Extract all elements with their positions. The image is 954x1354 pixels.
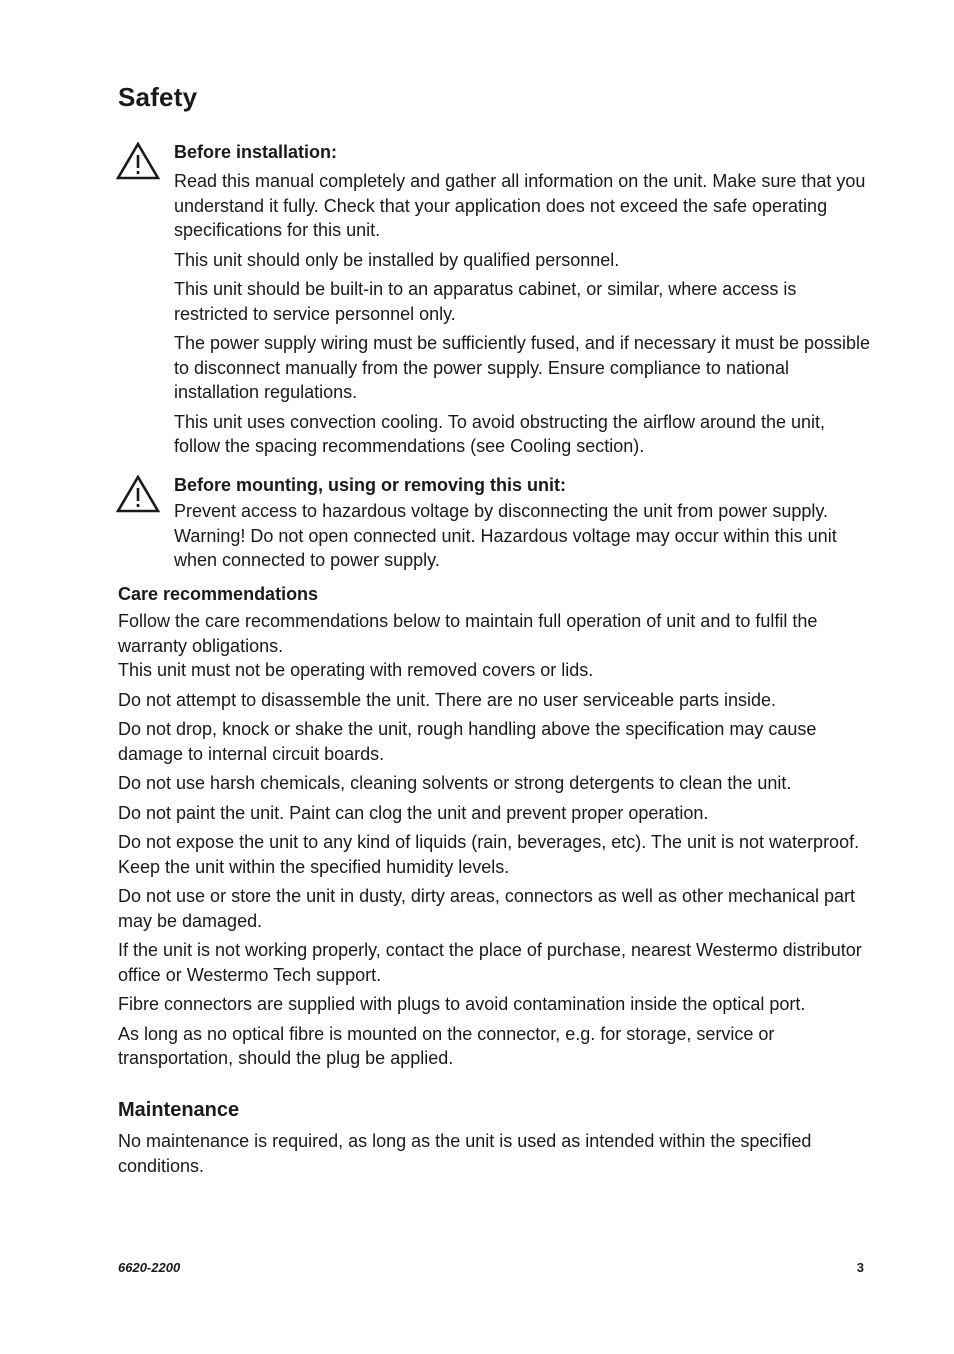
warning-title: Before mounting, using or removing this unit: — [174, 475, 566, 495]
page-number: 3 — [856, 1260, 864, 1275]
paragraph: Follow the care recommendations below to maintain full operation of unit and to fulfil the warranty obligations. — [118, 611, 818, 656]
paragraph: If the unit is not working properly, contact the place of purchase, nearest Westermo distributor office or Westermo Tech support. — [118, 940, 862, 985]
maintenance-section — [118, 1097, 870, 1178]
care-recommendations — [118, 582, 870, 1076]
warning-body — [174, 473, 870, 578]
paragraph: Do not drop, knock or shake the unit, rough handling above the specification may cause damage to internal circuit boards. — [118, 719, 817, 764]
paragraph: Do not paint the unit. Paint can clog the unit and prevent proper operation. — [118, 802, 709, 823]
paragraph: This unit should be built-in to an apparatus cabinet, or similar, where access is restricted to service personnel only. — [174, 279, 797, 324]
warning-triangle-icon — [116, 142, 160, 180]
page-title: Safety — [118, 82, 198, 112]
warning-triangle-icon — [116, 475, 160, 513]
paragraph: As long as no optical fibre is mounted on the connector, e.g. for storage, service or transportation, should the plug be applied. — [118, 1023, 775, 1068]
paragraph: Read this manual completely and gather all information on the unit. Make sure that you understand it fully. Check that your application does not exceed the safe operating specifications for this unit. — [174, 171, 866, 240]
section-title: Maintenance — [118, 1099, 240, 1121]
warning-title: Before installation: — [174, 142, 338, 162]
section-title: Care recommendations — [118, 584, 319, 604]
paragraph: No maintenance is required, as long as the unit is used as intended within the specified conditions. — [118, 1131, 812, 1176]
warning-body — [174, 140, 870, 464]
paragraph: Fibre connectors are supplied with plugs to avoid contamination inside the optical port. — [118, 994, 806, 1014]
document-number: 6620-2200 — [118, 1260, 181, 1275]
paragraph: Do not use or store the unit in dusty, dirty areas, connectors as well as other mechanical part may be damaged. — [118, 886, 856, 931]
paragraph: The power supply wiring must be sufficiently fused, and if necessary it must be possible to disconnect manually from the power supply. Ensure compliance to national installation regulations. — [174, 333, 871, 402]
paragraph: This unit should only be installed by qualified personnel. — [174, 249, 620, 270]
paragraph: This unit must not be operating with removed covers or lids. — [118, 660, 594, 680]
paragraph: Do not expose the unit to any kind of liquids (rain, beverages, etc). The unit is not waterproof. Keep the unit within the specified humidity levels. — [118, 832, 860, 877]
paragraph: Do not attempt to disassemble the unit. There are no user serviceable parts inside. — [118, 689, 777, 710]
paragraph: This unit uses convection cooling. To avoid obstructing the airflow around the unit, follow the spacing recommendations (see Cooling section). — [174, 411, 826, 456]
paragraph: Do not use harsh chemicals, cleaning solvents or strong detergents to clean the unit. — [118, 773, 792, 793]
paragraph: Prevent access to hazardous voltage by disconnecting the unit from power supply. Warning! Do not open connected unit. Hazardous voltage may occur within this unit when connected to power supply. — [174, 501, 837, 570]
